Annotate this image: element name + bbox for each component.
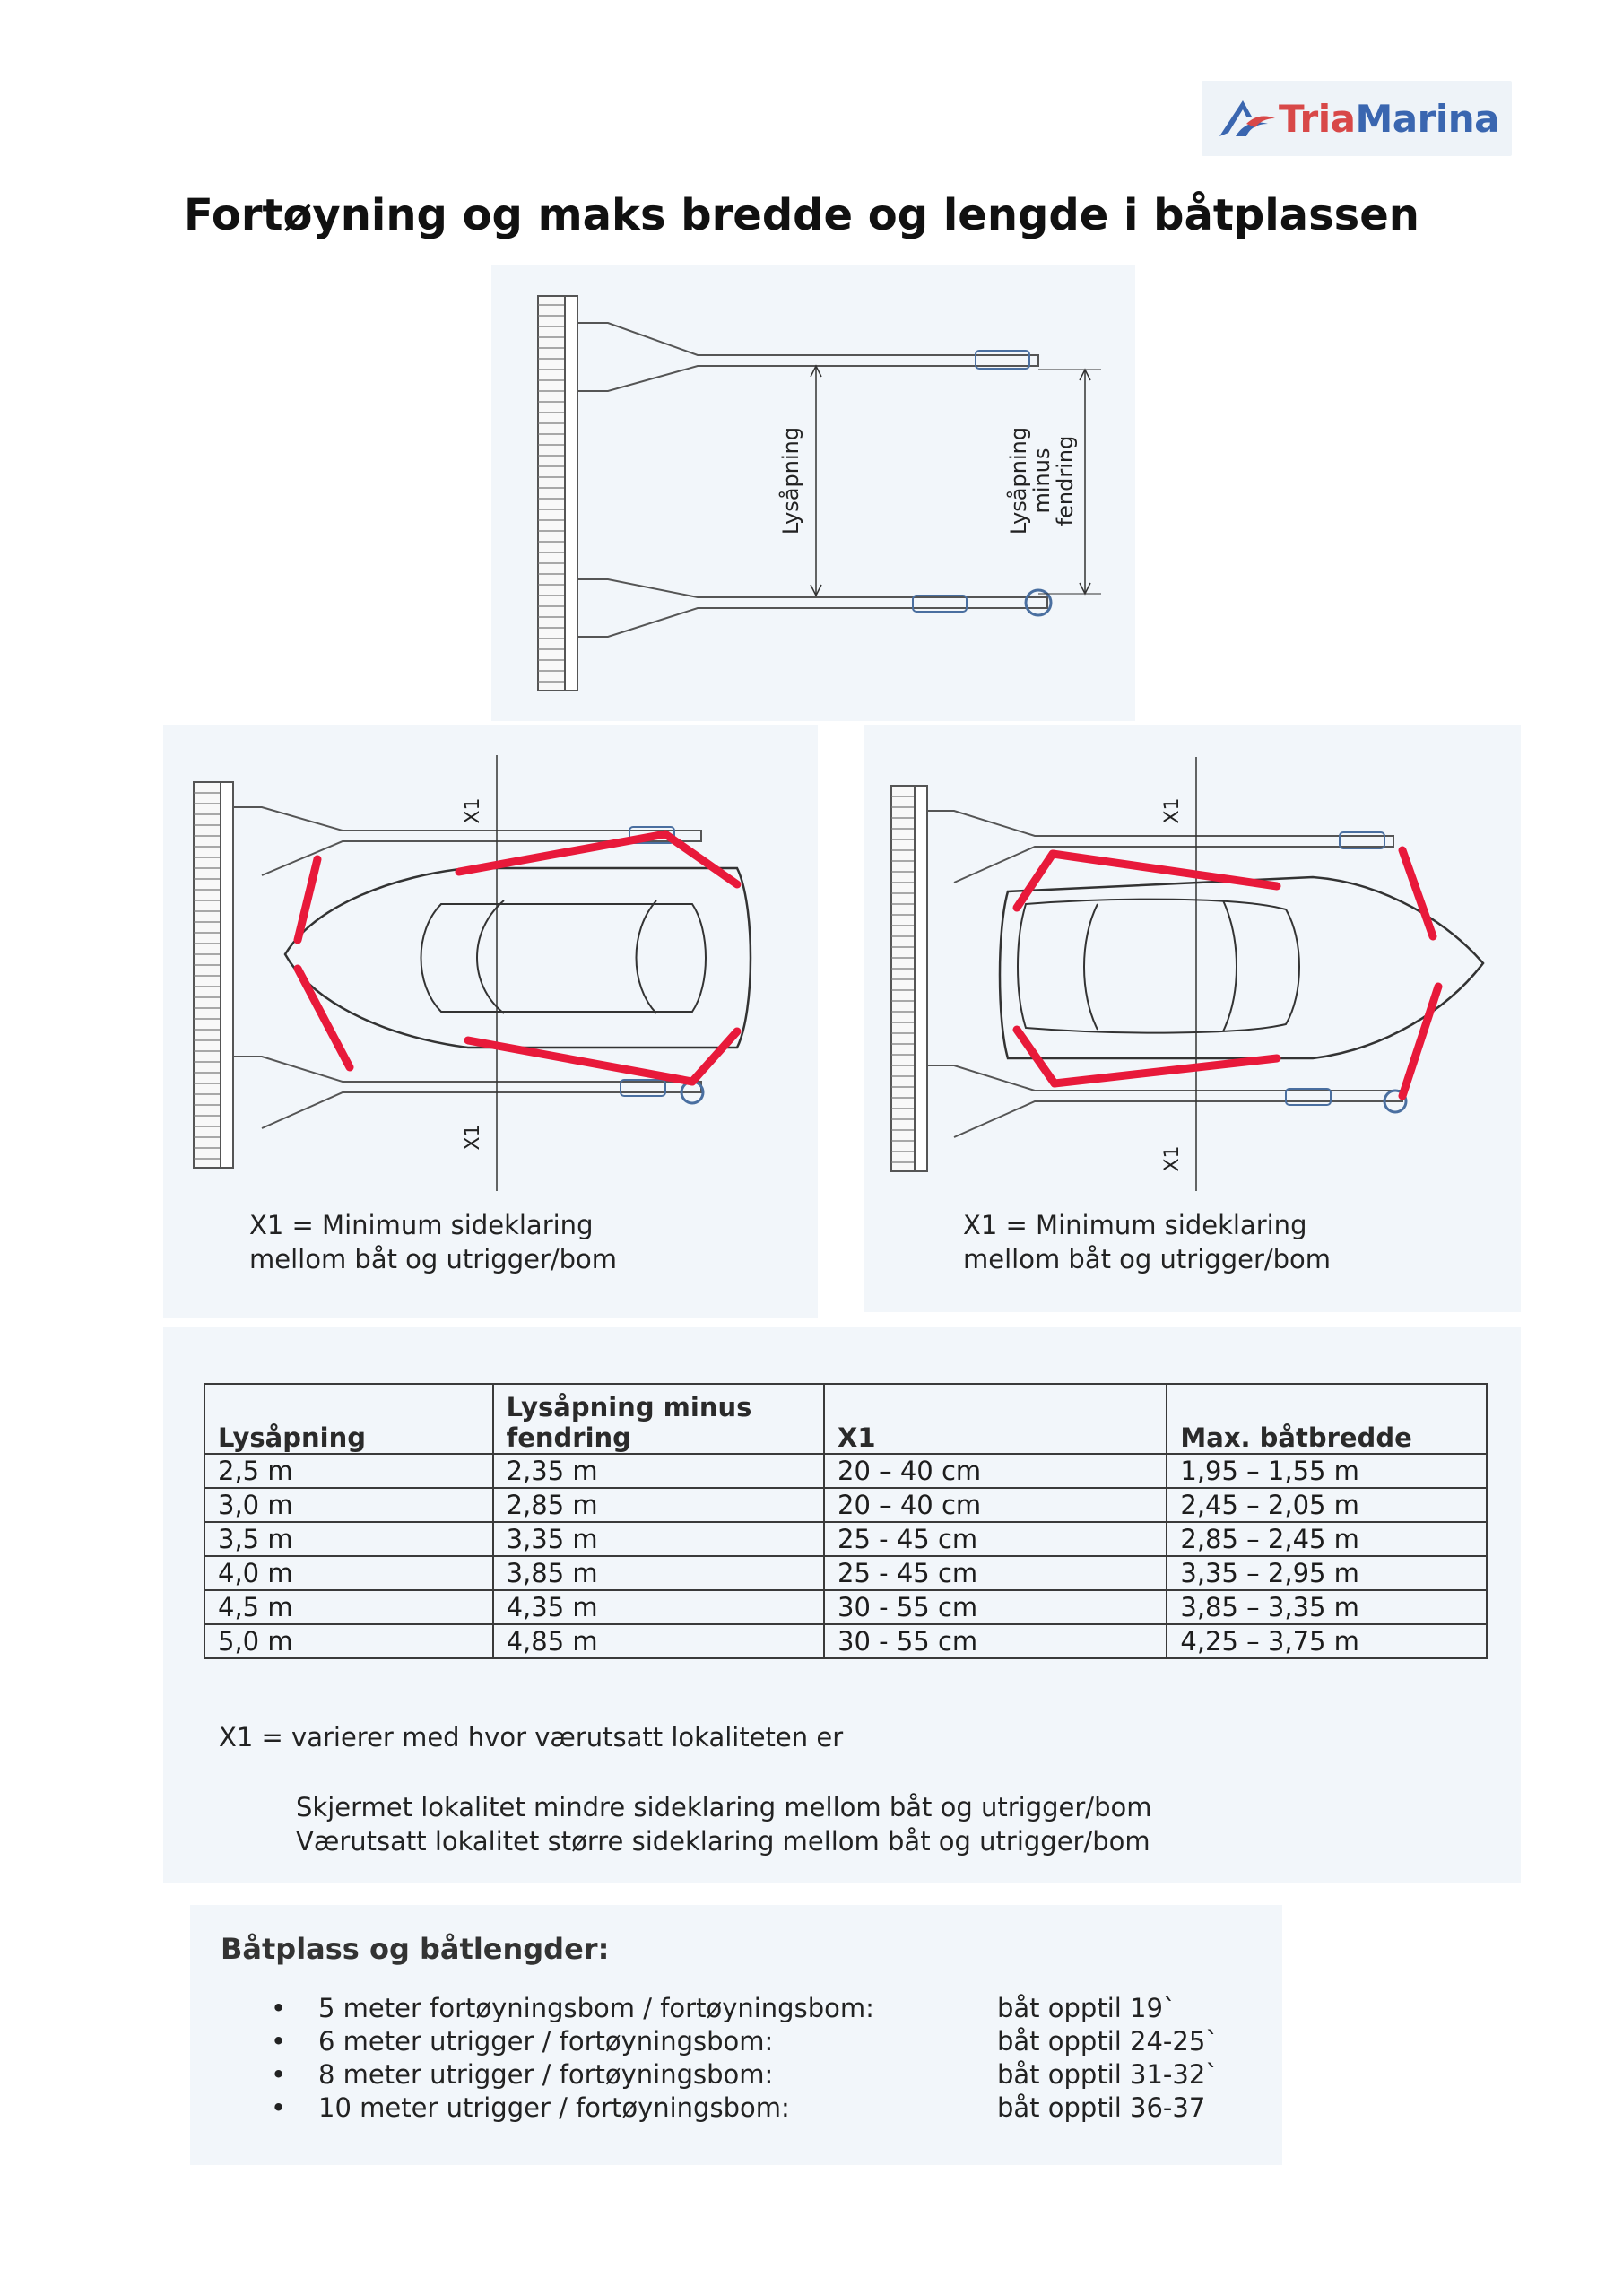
cell: 2,85 – 2,45 m [1167, 1522, 1487, 1556]
cell: 25 - 45 cm [824, 1556, 1167, 1590]
cell: 2,45 – 2,05 m [1167, 1488, 1487, 1522]
note-exposed: Værutsatt lokalitet større sideklaring mellom båt og utrigger/bom [296, 1826, 1150, 1857]
label-lysapning: Lysåpning [778, 426, 803, 535]
cell: 3,85 – 3,35 m [1167, 1590, 1487, 1624]
x1-label-bottom: X1 [462, 1124, 484, 1151]
cell: 4,0 m [204, 1556, 493, 1590]
x1-label-bottom: X1 [1161, 1145, 1184, 1172]
cell: 5,0 m [204, 1624, 493, 1658]
diagram-mooring-bow-in [163, 725, 818, 1318]
cell: 1,95 – 1,55 m [1167, 1454, 1487, 1488]
spec-table [204, 1383, 1488, 1659]
mooring-bow-in-drawing [163, 725, 818, 1318]
length-desc: 8 meter utrigger / fortøyningsbom: [318, 2059, 774, 2090]
table-row [204, 1624, 1487, 1658]
cell: 20 – 40 cm [824, 1454, 1167, 1488]
caption-line2: mellom båt og utrigger/bom [963, 1244, 1332, 1274]
cell: 2,5 m [204, 1454, 493, 1488]
x1-note: X1 = varierer med hvor værutsatt lokaliteten er [219, 1722, 844, 1752]
table-header-row [204, 1384, 1487, 1454]
table-row [204, 1556, 1487, 1590]
header-max-batbredde: Max. båtbredde [1167, 1384, 1487, 1454]
bullet-icon: • [271, 2026, 287, 2057]
bullet-icon: • [271, 1993, 287, 2023]
cell: 4,85 m [493, 1624, 824, 1658]
spec-table-panel [163, 1327, 1521, 1883]
logo-wave-icon [1216, 97, 1279, 140]
table-row [204, 1522, 1487, 1556]
x1-label-top: X1 [462, 797, 484, 824]
table-row [204, 1590, 1487, 1624]
mooring-stern-in-drawing [864, 725, 1521, 1312]
logo-text: TriaMarina [1279, 97, 1499, 141]
length-desc: 6 meter utrigger / fortøyningsbom: [318, 2026, 774, 2057]
note-sheltered: Skjermet lokalitet mindre sideklaring mellom båt og utrigger/bom [296, 1792, 1152, 1822]
header-x1: X1 [824, 1384, 1167, 1454]
length-value: båt opptil 36-37 [997, 2092, 1206, 2123]
lengths-heading: Båtplass og båtlengder: [221, 1932, 610, 1966]
berth-opening-drawing [491, 265, 1135, 721]
label-lysapning-minus-2: minus [1029, 448, 1055, 514]
length-value: båt opptil 24-25` [997, 2026, 1219, 2057]
x1-label-top: X1 [1161, 797, 1184, 824]
cell: 3,85 m [493, 1556, 824, 1590]
caption-line1: X1 = Minimum sideklaring [249, 1210, 594, 1240]
cell: 2,35 m [493, 1454, 824, 1488]
table-row [204, 1488, 1487, 1522]
cell: 30 - 55 cm [824, 1590, 1167, 1624]
label-lysapning-minus-1: Lysåpning [1006, 426, 1031, 535]
cell: 20 – 40 cm [824, 1488, 1167, 1522]
length-value: båt opptil 31-32` [997, 2059, 1219, 2090]
length-desc: 5 meter fortøyningsbom / fortøyningsbom: [318, 1993, 874, 2023]
diagram-berth-opening [491, 265, 1135, 721]
header-lysapning: Lysåpning [204, 1384, 493, 1454]
caption-line1: X1 = Minimum sideklaring [963, 1210, 1307, 1240]
cell: 3,0 m [204, 1488, 493, 1522]
cell: 4,35 m [493, 1590, 824, 1624]
cell: 4,5 m [204, 1590, 493, 1624]
cell: 3,35 m [493, 1522, 824, 1556]
label-lysapning-minus-3: fendring [1053, 435, 1078, 526]
caption-line2: mellom båt og utrigger/bom [249, 1244, 618, 1274]
bullet-icon: • [271, 2059, 287, 2090]
cell: 4,25 – 3,75 m [1167, 1624, 1487, 1658]
cell: 30 - 55 cm [824, 1624, 1167, 1658]
cell: 25 - 45 cm [824, 1522, 1167, 1556]
mooring-lines [298, 834, 737, 1082]
page-title: Fortøyning og maks bredde og lengde i båtplassen [184, 190, 1419, 240]
table-row [204, 1454, 1487, 1488]
logo [1202, 81, 1512, 156]
diagram-mooring-stern-in [864, 725, 1521, 1312]
cell: 3,35 – 2,95 m [1167, 1556, 1487, 1590]
header-lysapning-minus-fendring: Lysåpning minus fendring [493, 1384, 824, 1454]
bullet-icon: • [271, 2092, 287, 2123]
length-desc: 10 meter utrigger / fortøyningsbom: [318, 2092, 790, 2123]
length-value: båt opptil 19` [997, 1993, 1176, 2023]
cell: 2,85 m [493, 1488, 824, 1522]
cell: 3,5 m [204, 1522, 493, 1556]
boat-lengths-panel [190, 1905, 1282, 2165]
